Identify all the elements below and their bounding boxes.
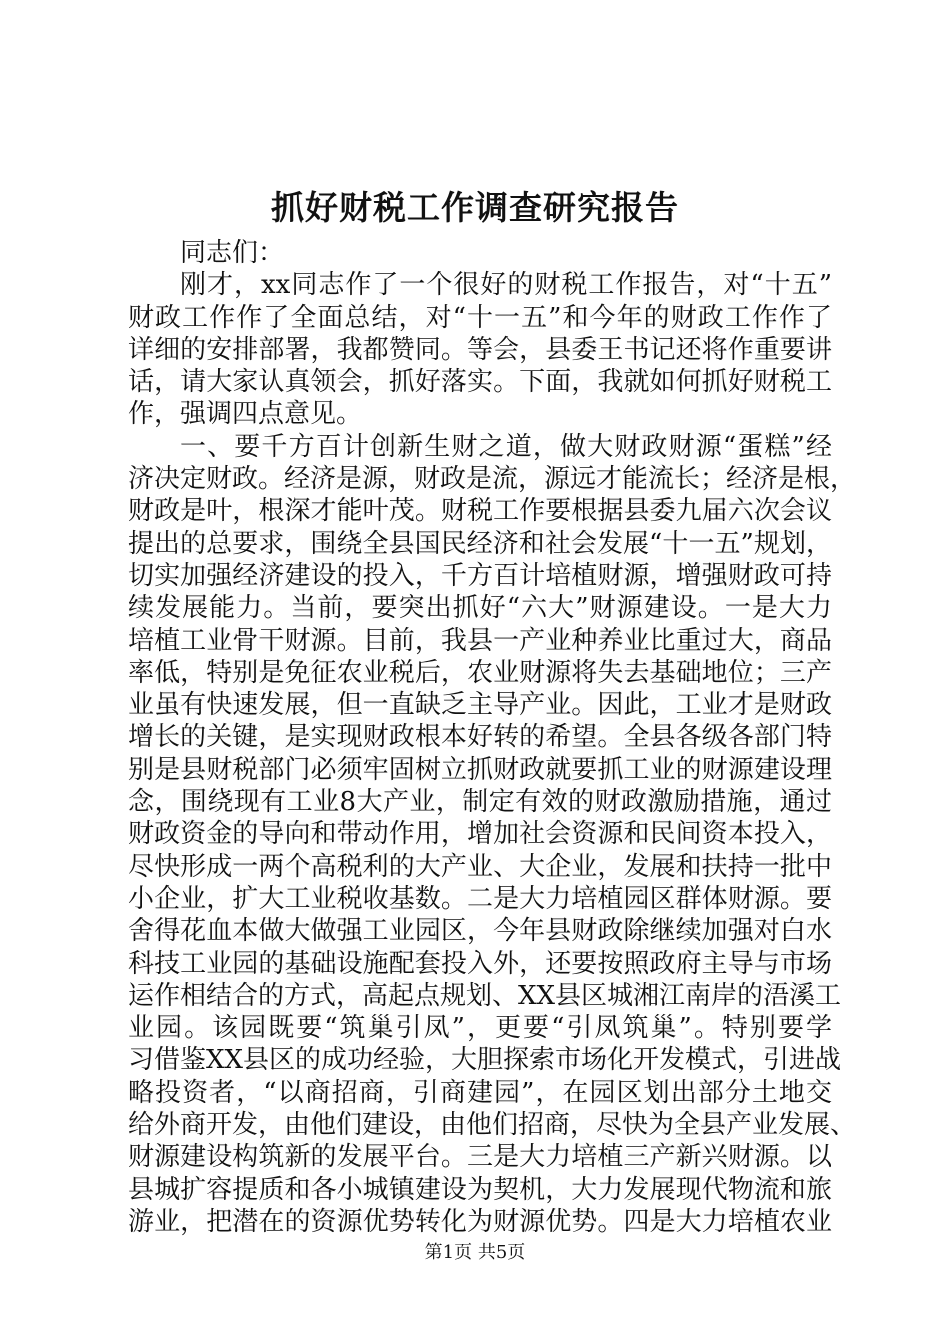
- paragraph-line: 略投资者，“以商招商，引商建园”，在园区划出部分土地交: [128, 1077, 832, 1108]
- paragraph-line: 切实加强经济建设的投入，千方百计培植财源，增强财政可持: [128, 560, 832, 591]
- paragraph-line: 率低，特别是免征农业税后，农业财源将失去基础地位；三产: [128, 657, 832, 688]
- document-body: [128, 237, 857, 1238]
- paragraph-line: 业园。该园既要“筑巢引凤”，更要“引凤筑巢”。特别要学: [128, 1013, 832, 1044]
- paragraph-line: 详细的安排部署，我都赞同。等会，县委王书记还将作重要讲: [128, 334, 832, 365]
- paragraph-line: 游业，把潜在的资源优势转化为财源优势。四是大力培植农业: [128, 1206, 832, 1237]
- paragraph-line: 县城扩容提质和各小城镇建设为契机，大力发展现代物流和旅: [128, 1174, 832, 1205]
- paragraph-line: 续发展能力。当前，要突出抓好“六大”财源建设。一是大力: [128, 593, 832, 624]
- paragraph-line: 念，围绕现有工业8大产业，制定有效的财政激励措施，通过: [128, 787, 832, 818]
- paragraph-line: 作，强调四点意见。: [128, 399, 363, 430]
- paragraph-line: 刚才，xx同志作了一个很好的财税工作报告，对“十五”: [180, 270, 832, 301]
- paragraph-line: 业虽有快速发展，但一直缺乏主导产业。因此，工业才是财政: [128, 690, 832, 721]
- paragraph-line: 增长的关键，是实现财政根本好转的希望。全县各级各部门特: [128, 722, 832, 753]
- paragraph-line: 财政工作作了全面总结，对“十一五”和今年的财政工作作了: [128, 302, 832, 333]
- paragraph-line: 小企业，扩大工业税收基数。二是大力培植园区群体财源。要: [128, 883, 832, 914]
- paragraph-line: 习借鉴XX县区的成功经验，大胆探索市场化开发模式，引进战: [128, 1045, 842, 1076]
- paragraph-line: 运作相结合的方式，高起点规划、XX县区城湘江南岸的浯溪工: [128, 980, 842, 1011]
- paragraph-line: 财政是叶，根深才能叶茂。财税工作要根据县委九届六次会议: [128, 496, 832, 527]
- document-title: 抓好财税工作调查研究报告: [271, 188, 679, 227]
- paragraph-line: 舍得花血本做大做强工业园区，今年县财政除继续加强对白水: [128, 916, 832, 947]
- paragraph-line: 别是县财税部门必须牢固树立抓财政就要抓工业的财源建设理: [128, 754, 832, 785]
- paragraph-line: 财政资金的导向和带动作用，增加社会资源和民间资本投入，: [128, 819, 832, 850]
- salutation-line: 同志们：: [180, 238, 285, 268]
- paragraph-line: 给外商开发，由他们建设，由他们招商，尽快为全县产业发展、: [128, 1110, 857, 1141]
- paragraph-line: 科技工业园的基础设施配套投入外，还要按照政府主导与市场: [128, 948, 832, 979]
- paragraph-line: 话，请大家认真领会，抓好落实。下面，我就如何抓好财税工: [128, 367, 832, 398]
- paragraph-line: 尽快形成一两个高税利的大产业、大企业，发展和扶持一批中: [128, 851, 832, 882]
- page-footer: 第1页 共5页: [424, 1242, 526, 1263]
- paragraph-line: 济决定财政。经济是源，财政是流，源远才能流长；经济是根，: [128, 464, 857, 495]
- paragraph-line: 财源建设构筑新的发展平台。三是大力培植三产新兴财源。以: [128, 1142, 832, 1173]
- paragraph-line: 提出的总要求，围绕全县国民经济和社会发展“十一五”规划，: [128, 528, 832, 559]
- paragraph-line: 培植工业骨干财源。目前，我县一产业种养业比重过大，商品: [128, 625, 832, 656]
- paragraph-line: 一、要千方百计创新生财之道，做大财政财源“蛋糕”经: [180, 431, 832, 462]
